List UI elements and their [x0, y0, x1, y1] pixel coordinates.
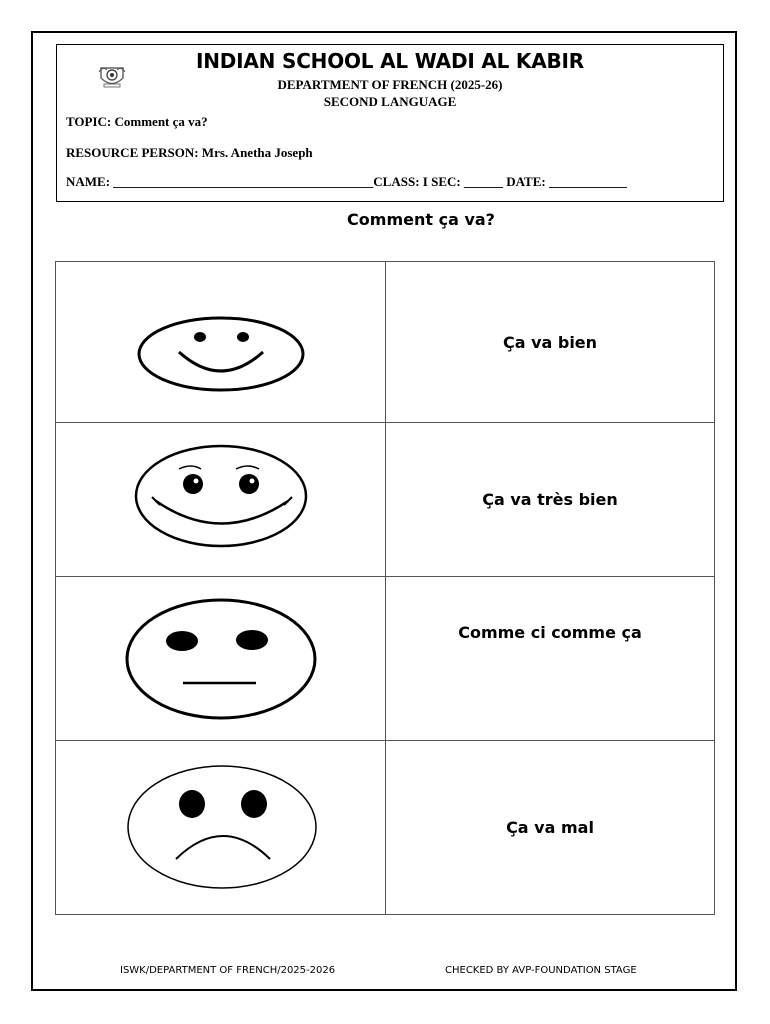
faces-table: [55, 261, 715, 915]
big-smile-face-icon: [56, 423, 385, 576]
worksheet-title: Comment ça va?: [347, 210, 495, 229]
footer-checked-by: CHECKED BY AVP-FOUNDATION STAGE: [445, 965, 637, 976]
table-row: [56, 423, 715, 577]
table-row: [56, 262, 715, 423]
feeling-label: Ça va très bien: [386, 423, 715, 577]
sad-face-icon: [56, 741, 385, 914]
smiling-face-icon: [56, 262, 385, 422]
face-cell: [56, 741, 386, 915]
table-row: [56, 577, 715, 741]
face-cell: [56, 262, 386, 423]
language-line: SECOND LANGUAGE: [323, 94, 457, 109]
feeling-label: Ça va bien: [386, 262, 715, 423]
feeling-label: Comme ci comme ça: [386, 577, 715, 741]
feeling-label: Ça va mal: [386, 741, 715, 915]
neutral-face-icon: [56, 577, 385, 740]
school-name: INDIAN SCHOOL AL WADI AL KABIR: [195, 49, 584, 73]
footer-department: ISWK/DEPARTMENT OF FRENCH/2025-2026: [120, 965, 336, 976]
topic-line: TOPIC: Comment ça va?: [66, 114, 208, 129]
face-cell: [56, 577, 386, 741]
face-cell: [56, 423, 386, 577]
table-row: [56, 741, 715, 915]
name-class-line: NAME: ________________________________________CLASS: I SEC: ______ DATE: ____________: [66, 174, 627, 189]
department-line: DEPARTMENT OF FRENCH (2025-26): [277, 77, 503, 92]
resource-person-line: RESOURCE PERSON: Mrs. Anetha Joseph: [66, 145, 313, 160]
